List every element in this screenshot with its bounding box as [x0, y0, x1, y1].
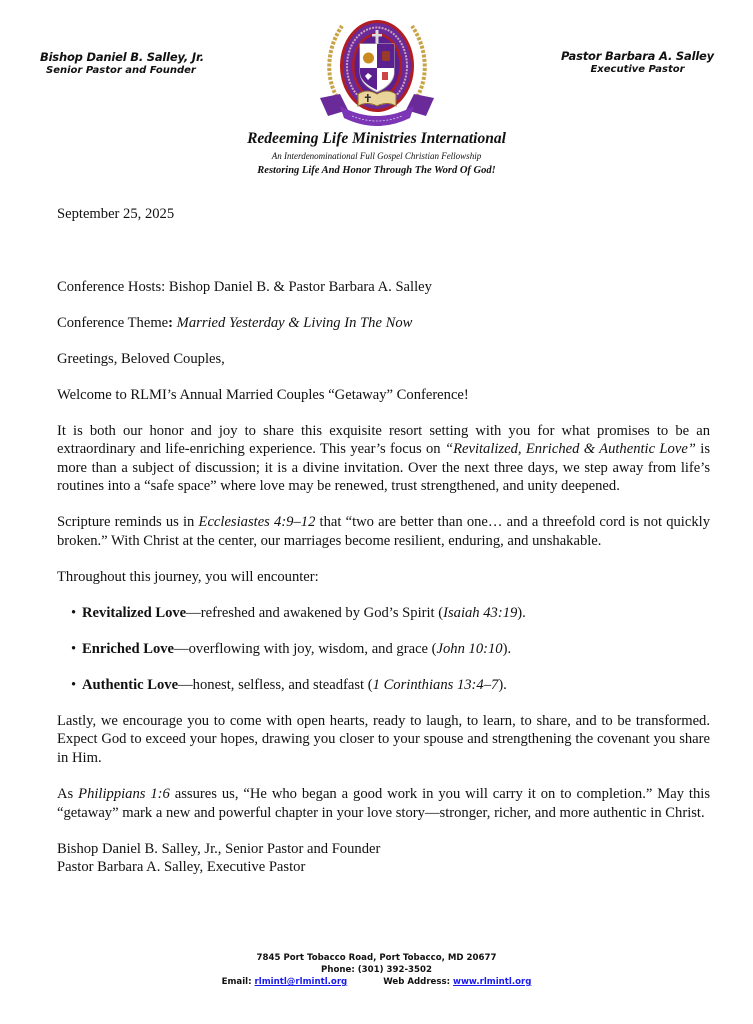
list-item-end: ). — [498, 676, 507, 693]
scripture-reference: Philippians 1:6 — [78, 785, 170, 802]
organization-motto: Restoring Life And Honor Through The Word Of God! — [257, 165, 496, 176]
paragraph-intro-text: It is both our honor and joy to share this exquisite resort setting with you for what promises to be an extraordinary and life-enriching experience. This year’s focus on — [57, 422, 710, 458]
hosts-value: Bishop Daniel B. & Pastor Barbara A. Salley — [168, 278, 432, 295]
list-item-ref: 1 Corinthians 13:4–7 — [372, 676, 499, 693]
list-intro: Throughout this journey, you will encounter: — [57, 568, 319, 585]
greeting: Greetings, Beloved Couples, — [57, 350, 225, 367]
header-right-contact — [560, 49, 715, 75]
organization-subtitle: An Interdenominational Full Gospel Christian Fellowship — [271, 151, 482, 161]
list-item-ref: Isaiah 43:19 — [443, 604, 518, 621]
bishop-name: Bishop Daniel B. Salley, Jr. — [40, 50, 204, 64]
letter-body — [57, 205, 710, 877]
love-themes-list — [57, 604, 710, 695]
conference-hosts — [57, 278, 710, 297]
paragraph-closing — [57, 785, 710, 822]
scripture-reference: Ecclesiastes 4:9–12 — [198, 514, 316, 531]
footer-links — [0, 976, 753, 988]
organization-name: Redeeming Life Ministries International — [247, 130, 506, 147]
list-item-end: ). — [517, 604, 526, 621]
paragraph-scripture-text: Scripture reminds us in — [57, 514, 199, 531]
hosts-label: Conference Hosts: — [57, 278, 169, 295]
bullet-icon: • — [71, 604, 77, 621]
theme-label: Conference Theme — [57, 314, 169, 331]
bullet-icon: • — [71, 640, 77, 657]
welcome-line: Welcome to RLMI’s Annual Married Couples “Getaway” Conference! — [57, 386, 469, 403]
bishop-title: Senior Pastor and Founder — [46, 65, 196, 76]
signature-block — [57, 840, 710, 877]
pastor-title: Executive Pastor — [590, 64, 685, 75]
conference-focus: “Revitalized, Enriched & Authentic Love” — [444, 441, 696, 458]
bullet-icon: • — [71, 676, 77, 693]
theme-colon: : — [168, 314, 174, 331]
list-item-desc: —overflowing with joy, wisdom, and grace ( — [174, 640, 437, 657]
paragraph-encouragement: Lastly, we encourage you to come with open hearts, ready to laugh, to learn, to share, and to be transformed. Expect God to exceed your hopes, drawing you closer to your spouse and strengthening the covenant you share in Him. — [57, 712, 710, 766]
paragraph-closing-text-cont: assures us, “He who began a good work in you will carry it on to completion.” May this “getaway” mark a new and powerful chapter in your love story—stronger, richer, and more authentic in Christ. — [57, 785, 711, 821]
paragraph-scripture — [57, 513, 710, 550]
footer-contact — [0, 952, 753, 988]
website-link[interactable]: www.rlmintl.org — [453, 977, 532, 987]
list-item-ref: John 10:10 — [436, 640, 503, 657]
conference-theme — [57, 314, 710, 333]
list-item — [71, 676, 710, 695]
email-label: Email: — [221, 977, 255, 987]
email-link[interactable]: rlmintl@rlmintl.org — [254, 977, 348, 987]
list-item-desc: —honest, selfless, and steadfast ( — [178, 676, 373, 693]
paragraph-closing-text: As — [57, 785, 79, 802]
header-left-contact — [40, 50, 204, 76]
paragraph-scripture-text-cont: that “two are better than one… and a threefold cord is not quickly broken.” With Christ at the center, our marriages become resilient, enduring, and unshakable. — [57, 514, 710, 549]
list-item — [71, 640, 710, 659]
footer-phone: Phone: (301) 392-3502 — [321, 965, 432, 975]
list-item — [71, 604, 710, 623]
signature-line: Bishop Daniel B. Salley, Jr., Senior Pastor and Founder — [57, 840, 381, 857]
list-item-end: ). — [502, 640, 512, 657]
footer-address: 7845 Port Tobacco Road, Port Tobacco, MD 20677 — [256, 953, 497, 963]
theme-value: Married Yesterday & Living In The Now — [173, 314, 413, 331]
paragraph-intro — [57, 422, 710, 496]
list-item-desc: —refreshed and awakened by God’s Spirit ( — [186, 604, 444, 621]
web-label: Web Address: — [383, 977, 454, 987]
signature-line: Pastor Barbara A. Salley, Executive Pastor — [57, 859, 306, 876]
paragraph-intro-text-cont: is more than a subject of discussion; it is a divine invitation. Over the next three days, we step away from life’s routines into a “safe space” where love may be renewed, trust strengthened, and unity deepened. — [57, 441, 710, 495]
ministry-crest-logo-icon — [312, 16, 442, 128]
list-item-term: Revitalized Love — [82, 604, 187, 621]
list-item-term: Authentic Love — [82, 676, 179, 693]
pastor-name: Pastor Barbara A. Salley — [561, 49, 714, 63]
letter-date: September 25, 2025 — [57, 206, 175, 222]
list-item-term: Enriched Love — [82, 640, 175, 657]
